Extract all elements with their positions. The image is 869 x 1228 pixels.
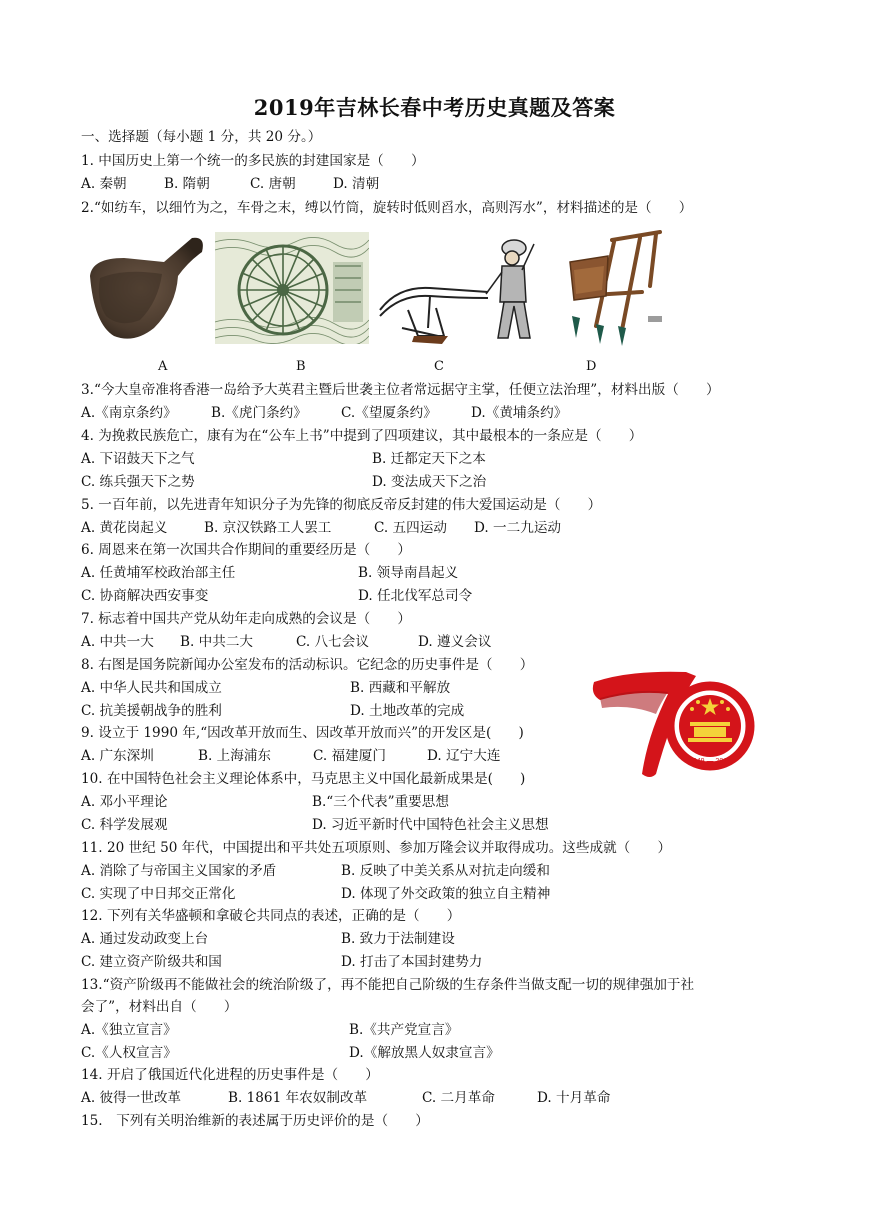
q1-option-a: A. 秦朝 (81, 176, 127, 192)
plow-drawing-image (378, 228, 546, 348)
q6-option-c: C. 协商解决西安事变 (81, 588, 209, 604)
q1-option-b: B. 隋朝 (164, 176, 210, 192)
q1-option-d: D. 清朝 (333, 176, 380, 192)
q12-option-c: C. 建立资产阶级共和国 (81, 954, 222, 970)
q12-option-b: B. 致力于法制建设 (341, 931, 455, 947)
question-1: 1. 中国历史上第一个统一的多民族的封建国家是（ ） (81, 153, 425, 169)
q10-option-c: C. 科学发展观 (81, 817, 168, 833)
question-7: 7. 标志着中国共产党从幼年走向成熟的会议是（ ） (81, 611, 411, 627)
q6-option-a: A. 任黄埔军校政治部主任 (81, 565, 236, 581)
q4-option-a: A. 下诏鼓天下之气 (81, 451, 195, 467)
q9-option-d: D. 辽宁大连 (427, 748, 501, 764)
image-label-b: B (296, 359, 306, 374)
q7-option-c: C. 八七会议 (296, 634, 369, 650)
q6-option-d: D. 任北伐军总司令 (358, 588, 473, 604)
q9-option-b: B. 上海浦东 (198, 748, 272, 764)
q7-option-d: D. 遵义会议 (418, 634, 492, 650)
q8-option-a: A. 中华人民共和国成立 (81, 680, 222, 696)
wooden-scoop-image (84, 228, 208, 346)
q11-option-d: D. 体现了外交政策的独立自主精神 (341, 886, 551, 902)
question-12: 12. 下列有关华盛顿和拿破仑共同点的表述，正确的是（ ） (81, 908, 461, 924)
q8-option-c: C. 抗美援朝战争的胜利 (81, 703, 222, 719)
q9-option-a: A. 广东深圳 (81, 748, 154, 764)
image-label-d: D (586, 359, 597, 374)
q1-option-c: C. 唐朝 (250, 176, 296, 192)
question-6: 6. 周恩来在第一次国共合作期间的重要经历是（ ） (81, 542, 411, 558)
q3-option-b: B.《虎门条约》 (211, 405, 307, 421)
q3-option-c: C.《望厦条约》 (341, 405, 437, 421)
q13-option-a: A.《独立宣言》 (81, 1022, 177, 1038)
q13-option-d: D.《解放黑人奴隶宣言》 (349, 1045, 500, 1061)
q9-option-c: C. 福建厦门 (313, 748, 386, 764)
q12-option-a: A. 通过发动政变上台 (81, 931, 209, 947)
q13-option-c: C.《人权宣言》 (81, 1045, 177, 1061)
q10-option-a: A. 邓小平理论 (81, 794, 168, 810)
q5-option-c: C. 五四运动 (374, 520, 447, 536)
question-13-line-1: 13.“资产阶级再不能做社会的统治阶级了，再不能把自己阶级的生存条件当做支配一切的规律强加于社 (81, 977, 695, 993)
q5-option-b: B. 京汉铁路工人罢工 (204, 520, 332, 536)
question-4: 4. 为挽救民族危亡，康有为在“公车上书”中提到了四项建议，其中最根本的一条应是（ ） (81, 428, 643, 444)
q6-option-b: B. 领导南昌起义 (358, 565, 459, 581)
question-2: 2.“如纺车，以细竹为之，车骨之末，缚以竹筒，旋转时低则舀水，高则泻水”，材料描述的是（ ） (81, 200, 693, 216)
q11-option-b: B. 反映了中美关系从对抗走向缓和 (341, 863, 550, 879)
q14-option-b: B. 1861 年农奴制改革 (228, 1090, 368, 1106)
question-9: 9. 设立于 1990 年,“因改革开放而生、因改革开放而兴”的开发区是( ) (81, 725, 524, 741)
q5-option-d: D. 一二九运动 (474, 520, 562, 536)
q4-option-c: C. 练兵强天下之势 (81, 474, 195, 490)
seed-drill-model-image (556, 226, 668, 350)
q4-option-d: D. 变法成天下之治 (372, 474, 487, 490)
question-11: 11. 20 世纪 50 年代，中国提出和平共处五项原则、参加万隆会议并取得成功。这些成就（ ） (81, 840, 672, 856)
q13-option-b: B.《共产党宣言》 (349, 1022, 459, 1038)
question-14: 14. 开启了俄国近代化进程的历史事件是（ ） (81, 1067, 379, 1083)
question-5: 5. 一百年前，以先进青年知识分子为先锋的彻底反帝反封建的伟大爱国运动是（ ） (81, 497, 602, 513)
question-15: 15. 下列有关明治维新的表述属于历史评价的是（ ） (81, 1113, 429, 1129)
page-title: 2019年吉林长春中考历史真题及答案 (253, 95, 616, 120)
q10-option-d: D. 习近平新时代中国特色社会主义思想 (312, 817, 549, 833)
q12-option-d: D. 打击了本国封建势力 (341, 954, 483, 970)
q5-option-a: A. 黄花岗起义 (81, 520, 168, 536)
q3-option-a: A.《南京条约》 (81, 405, 177, 421)
70th-anniversary-logo (590, 664, 760, 782)
q11-option-a: A. 消除了与帝国主义国家的矛盾 (81, 863, 277, 879)
q8-option-b: B. 西藏和平解放 (350, 680, 451, 696)
q14-option-d: D. 十月革命 (537, 1090, 611, 1106)
q14-option-a: A. 彼得一世改革 (81, 1090, 182, 1106)
logo-years-label: 1949 — 2019 (688, 758, 732, 765)
q3-option-d: D.《黄埔条约》 (471, 405, 568, 421)
question-10: 10. 在中国特色社会主义理论体系中，马克思主义中国化最新成果是( ) (81, 771, 526, 787)
image-label-c: C (434, 359, 444, 374)
section-heading: 一、选择题（每小题 1 分，共 20 分。） (81, 129, 322, 145)
question-13-line-2: 会了”，材料出自（ ） (81, 999, 238, 1015)
water-wheel-engraving-image (215, 232, 369, 344)
q14-option-c: C. 二月革命 (422, 1090, 495, 1106)
question-3: 3.“今大皇帝准将香港一岛给予大英君主暨后世袭主位者常远据守主掌，任便立法治理”，材料出版（ ） (81, 382, 720, 398)
q7-option-b: B. 中共二大 (180, 634, 254, 650)
q11-option-c: C. 实现了中日邦交正常化 (81, 886, 236, 902)
q8-option-d: D. 土地改革的完成 (350, 703, 465, 719)
q10-option-b: B.“三个代表”重要思想 (312, 794, 449, 810)
image-label-a: A (158, 359, 168, 374)
q7-option-a: A. 中共一大 (81, 634, 154, 650)
question-8: 8. 右图是国务院新闻办公室发布的活动标识。它纪念的历史事件是（ ） (81, 657, 534, 673)
q4-option-b: B. 迁都定天下之本 (372, 451, 486, 467)
